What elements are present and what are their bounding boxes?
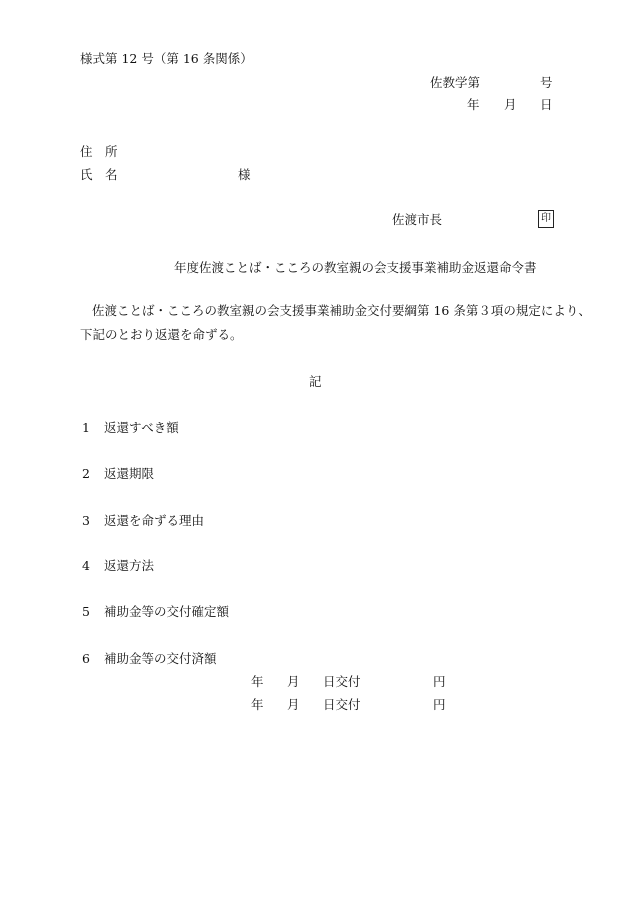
item-number: 1 <box>82 420 90 435</box>
item-number: 5 <box>82 604 90 619</box>
body-line-2: 下記のとおり返還を命ずる。 <box>80 327 243 342</box>
body-line-1: 佐渡ことば・こころの教室親の会支援事業補助金交付要綱第 16 条第３項の規定により、 <box>92 303 591 318</box>
reference-suffix: 号 <box>540 75 553 90</box>
item-label: 返還を命ずる理由 <box>104 513 205 528</box>
form-number: 様式第 12 号（第 16 条関係） <box>80 51 253 66</box>
reference-prefix: 佐教学第 <box>430 75 481 90</box>
address-label: 住 所 <box>80 144 118 159</box>
date-year: 年 <box>467 97 480 112</box>
item-label: 補助金等の交付済額 <box>104 651 217 666</box>
payment-year: 年 <box>251 697 264 712</box>
item-number: 4 <box>82 558 90 573</box>
item-number: 6 <box>82 651 90 666</box>
issuer-title: 佐渡市長 <box>392 212 443 227</box>
item-number: 2 <box>82 466 90 481</box>
seal-mark: 印 <box>538 210 554 228</box>
document-title: 年度佐渡ことば・こころの教室親の会支援事業補助金返還命令書 <box>174 260 537 275</box>
item-label: 返還すべき額 <box>104 420 179 435</box>
item-label: 返還方法 <box>104 558 155 573</box>
payment-day-issued: 日交付 <box>323 674 361 689</box>
item-label: 返還期限 <box>104 466 155 481</box>
ki-label: 記 <box>309 374 322 389</box>
payment-day-issued: 日交付 <box>323 697 361 712</box>
payment-yen: 円 <box>433 697 446 712</box>
name-label: 氏 名 <box>80 167 118 182</box>
payment-month: 月 <box>287 674 300 689</box>
payment-yen: 円 <box>433 674 446 689</box>
date-month: 月 <box>504 97 517 112</box>
payment-month: 月 <box>287 697 300 712</box>
item-number: 3 <box>82 513 90 528</box>
date-day: 日 <box>540 97 553 112</box>
payment-year: 年 <box>251 674 264 689</box>
honorific: 様 <box>238 167 251 182</box>
item-label: 補助金等の交付確定額 <box>104 604 230 619</box>
